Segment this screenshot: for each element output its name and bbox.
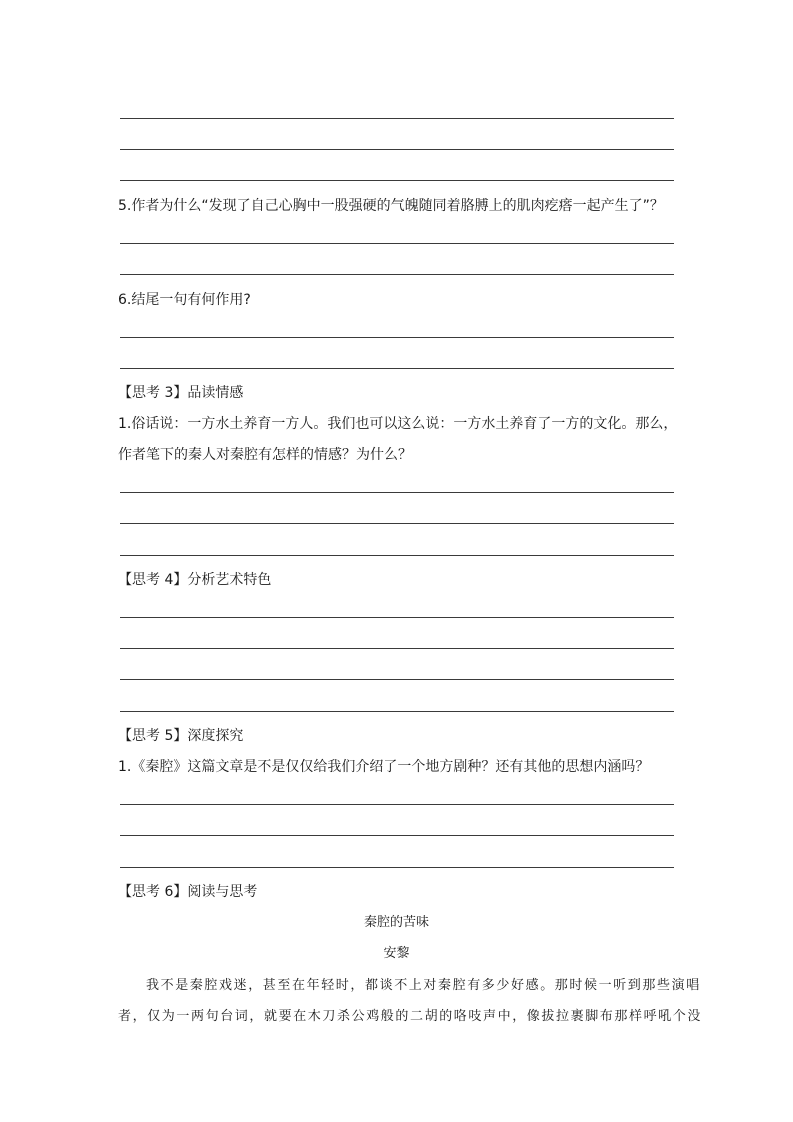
think4-heading: 【思考 4】分析艺术特色 (118, 572, 272, 588)
answer-line (120, 492, 674, 493)
think3-question-line2: 作者笔下的秦人对秦腔有怎样的情感？为什么？ (118, 447, 412, 463)
answer-line (120, 337, 674, 338)
article-author: 安黎 (383, 946, 410, 961)
answer-line (120, 867, 674, 868)
think3-heading: 【思考 3】品读情感 (118, 385, 244, 401)
answer-line (120, 523, 674, 524)
answer-line (120, 118, 674, 119)
article-title: 秦腔的苦味 (363, 915, 429, 930)
article-paragraph-line1: 我不是秦腔戏迷，甚至在年轻时，都谈不上对秦腔有多少好感。那时候一听到那些演唱 (146, 978, 701, 993)
think3-question-line1: 1.俗话说：一方水土养育一方人。我们也可以这么说：一方水土养育了一方的文化。那么， (118, 416, 678, 432)
answer-line (120, 679, 674, 680)
answer-line (120, 648, 674, 649)
answer-line (120, 274, 674, 275)
answer-line (120, 368, 674, 369)
answer-line (120, 243, 674, 244)
answer-line (120, 180, 674, 181)
question-6: 6.结尾一句有何作用? (118, 292, 251, 308)
answer-line (120, 149, 674, 150)
answer-line (120, 617, 674, 618)
think6-heading: 【思考 6】阅读与思考 (118, 884, 258, 900)
article-paragraph-line2: 者，仅为一两句台词，就要在木刀杀公鸡般的二胡的咯吱声中，像拔拉裹脚布那样呼吼个没 (118, 1009, 703, 1024)
think5-heading: 【思考 5】深度探究 (118, 728, 244, 744)
question-5: 5.作者为什么“发现了自己心胸中一股强硬的气魄随同着胳膊上的肌肉疙瘩一起产生了”？ (118, 198, 664, 214)
think5-question: 1.《秦腔》这篇文章是不是仅仅给我们介绍了一个地方剧种？还有其他的思想内涵吗？ (118, 759, 650, 775)
answer-line (120, 711, 674, 712)
answer-line (120, 555, 674, 556)
answer-line (120, 835, 674, 836)
answer-line (120, 804, 674, 805)
